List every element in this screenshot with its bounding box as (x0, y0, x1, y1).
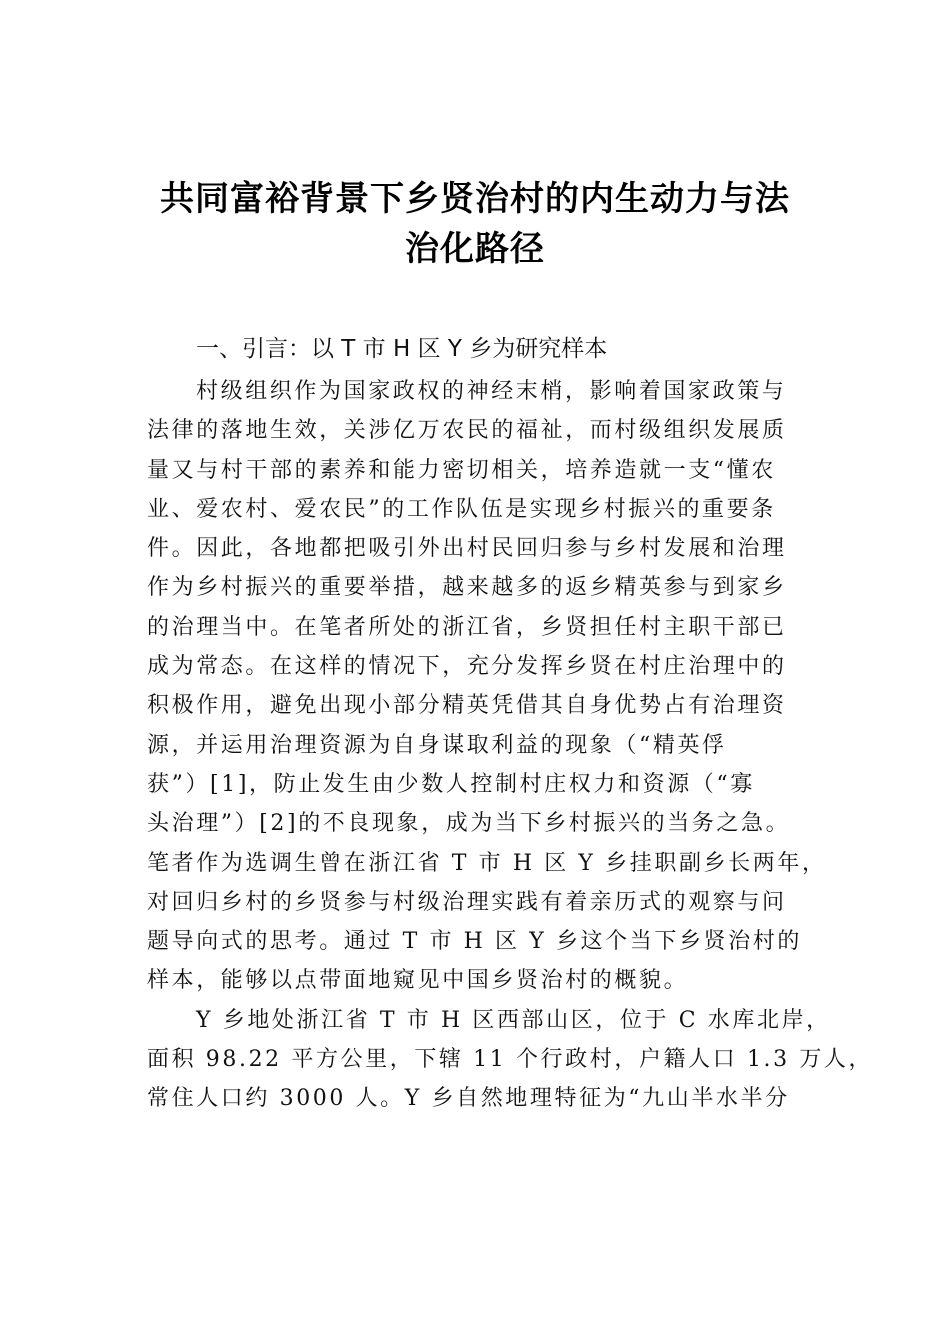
text-line: 成为常态。在这样的情况下，充分发挥乡贤在村庄治理中的 (147, 654, 787, 680)
text-line: 件。因此，各地都把吸引外出村民回归参与乡村发展和治理 (147, 536, 787, 562)
title-line: 共同富裕背景下乡贤治村的内生动力与法 (160, 179, 790, 219)
text-line: 常住人口约 3000 人。Y 乡自然地理特征为“九山半水半分 (147, 1086, 790, 1112)
text-line: 积极作用，避免出现小部分精英凭借其自身优势占有治理资 (147, 693, 787, 719)
text-line: 量又与村干部的素养和能力密切相关，培养造就一支“懂农 (147, 457, 776, 483)
text-line: 业、爱农村、爱农民”的工作队伍是实现乡村振兴的重要条 (147, 496, 776, 522)
text-line: 法律的落地生效，关涉亿万农民的福祉，而村级组织发展质 (147, 418, 787, 444)
paragraph-intro (147, 372, 827, 1001)
text-line: 对回归乡村的乡贤参与村级治理实践有着亲历式的观察与问 (147, 889, 787, 915)
text-line: 样本，能够以点带面地窥见中国乡贤治村的概貌。 (147, 968, 689, 994)
paragraph-location (147, 1001, 874, 1119)
text-line: 头治理”）[2]的不良现象，成为当下乡村振兴的当务之急。 (147, 811, 791, 837)
text-line: 题导向式的思考。通过 T 市 H 区 Y 乡这个当下乡贤治村的 (147, 929, 802, 955)
document-title (140, 174, 810, 274)
text-line: 面积 98.22 平方公里，下辖 11 个行政村，户籍人口 1.3 万人， (147, 1047, 874, 1073)
text-line: 村级组织作为国家政权的神经末梢，影响着国家政策与 (196, 379, 787, 404)
text-line: 源，并运用治理资源为自身谋取利益的现象（“精英俘 (147, 732, 727, 758)
title-line: 治化路径 (405, 229, 545, 269)
text-line: 作为乡村振兴的重要举措，越来越多的返乡精英参与到家乡 (147, 575, 787, 601)
text-line: 笔者作为选调生曾在浙江省 T 市 H 区 Y 乡挂职副乡长两年， (147, 850, 827, 876)
body-text (147, 372, 874, 1119)
text-line: 的治理当中。在笔者所处的浙江省，乡贤担任村主职干部已 (147, 614, 787, 640)
section-heading: 一、引言：以 T 市 H 区 Y 乡为研究样本 (196, 336, 608, 362)
text-line: Y 乡地处浙江省 T 市 H 区西部山区，位于 C 水库北岸， (196, 1007, 831, 1033)
text-line: 获”）[1]，防止发生由少数人控制村庄权力和资源（“寡 (147, 771, 755, 797)
